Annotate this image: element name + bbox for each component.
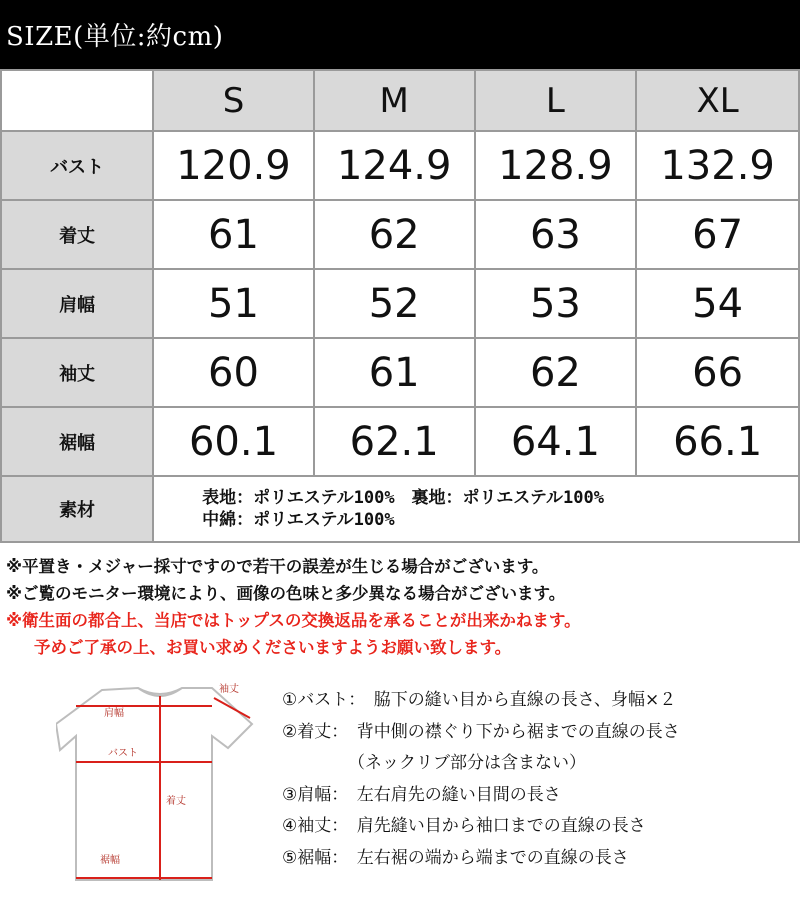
bust-s: 120.9	[153, 131, 314, 200]
diagram-label-shoulder: 肩幅	[104, 708, 124, 719]
col-header-l: L	[475, 70, 637, 131]
row-label-material: 素材	[1, 476, 153, 542]
sleeve-m: 61	[314, 338, 475, 407]
table-corner	[1, 70, 153, 131]
table-row-hem	[1, 407, 799, 476]
sleeve-measure-line	[214, 698, 250, 718]
note-measurement: ※平置き・メジャー採寸ですので若干の誤差が生じる場合がございます。	[6, 557, 549, 576]
legend-length: ②着丈： 背中側の襟ぐり下から裾までの直線の長さ	[282, 721, 680, 742]
material-line-2: 中綿：ポリエステル100%	[202, 510, 395, 530]
note-acknowledge: 予めご了承の上、お買い求めくださいますようお願い致します。	[34, 638, 512, 657]
bust-m: 124.9	[314, 131, 475, 200]
col-header-xl: XL	[636, 70, 799, 131]
row-label-bust: バスト	[1, 131, 153, 200]
shoulder-xl: 54	[636, 269, 799, 338]
row-label-shoulder: 肩幅	[1, 269, 153, 338]
shoulder-s: 51	[153, 269, 314, 338]
table-row-bust	[1, 131, 799, 200]
table-row-sleeve	[1, 338, 799, 407]
material-line-1: 表地：ポリエステル100% 裏地：ポリエステル100%	[202, 488, 604, 508]
diagram-label-sleeve: 袖丈	[219, 684, 239, 695]
legend-shoulder: ③肩幅： 左右肩先の縫い目間の長さ	[282, 784, 561, 805]
hem-xl: 66.1	[636, 407, 799, 476]
size-header-row	[1, 70, 799, 131]
diagram-label-length: 着丈	[166, 796, 186, 807]
col-header-m: M	[314, 70, 475, 131]
header-bar	[0, 0, 800, 70]
hem-l: 64.1	[475, 407, 637, 476]
notes-section	[6, 553, 796, 661]
row-label-sleeve: 袖丈	[1, 338, 153, 407]
legend-sleeve: ④袖丈： 肩先縫い目から袖口までの直線の長さ	[282, 816, 646, 837]
tshirt-measurement-diagram	[56, 678, 270, 888]
page-title: SIZE(単位:約cm)	[6, 22, 224, 52]
length-xl: 67	[636, 200, 799, 269]
table-row-material	[1, 476, 799, 542]
length-l: 63	[475, 200, 637, 269]
hem-s: 60.1	[153, 407, 314, 476]
table-row-shoulder	[1, 269, 799, 338]
sleeve-s: 60	[153, 338, 314, 407]
legend-hem: ⑤裾幅： 左右裾の端から端までの直線の長さ	[282, 847, 629, 868]
shoulder-l: 53	[475, 269, 637, 338]
sleeve-l: 62	[475, 338, 637, 407]
bust-xl: 132.9	[636, 131, 799, 200]
col-header-s: S	[153, 70, 314, 131]
hem-m: 62.1	[314, 407, 475, 476]
row-label-hem: 裾幅	[1, 407, 153, 476]
note-no-returns: ※衛生面の都合上、当店ではトップスの交換返品を承ることが出来かねます。	[6, 611, 581, 630]
tshirt-outline	[56, 688, 252, 880]
length-s: 61	[153, 200, 314, 269]
note-monitor: ※ご覧のモニター環境により、画像の色味と多少異なる場合がございます。	[6, 584, 566, 603]
material-cell	[153, 476, 799, 542]
length-m: 62	[314, 200, 475, 269]
shoulder-m: 52	[314, 269, 475, 338]
bust-l: 128.9	[475, 131, 637, 200]
diagram-label-hem: 裾幅	[100, 855, 120, 866]
diagram-label-bust: バスト	[108, 748, 138, 759]
measurement-legend	[282, 685, 680, 875]
sleeve-xl: 66	[636, 338, 799, 407]
size-table	[0, 69, 800, 543]
row-label-length: 着丈	[1, 200, 153, 269]
table-row-length	[1, 200, 799, 269]
legend-length-note: （ネックリブ部分は含まない）	[348, 753, 586, 774]
legend-bust: ①バスト： 脇下の縫い目から直線の長さ、身幅×２	[282, 690, 677, 710]
